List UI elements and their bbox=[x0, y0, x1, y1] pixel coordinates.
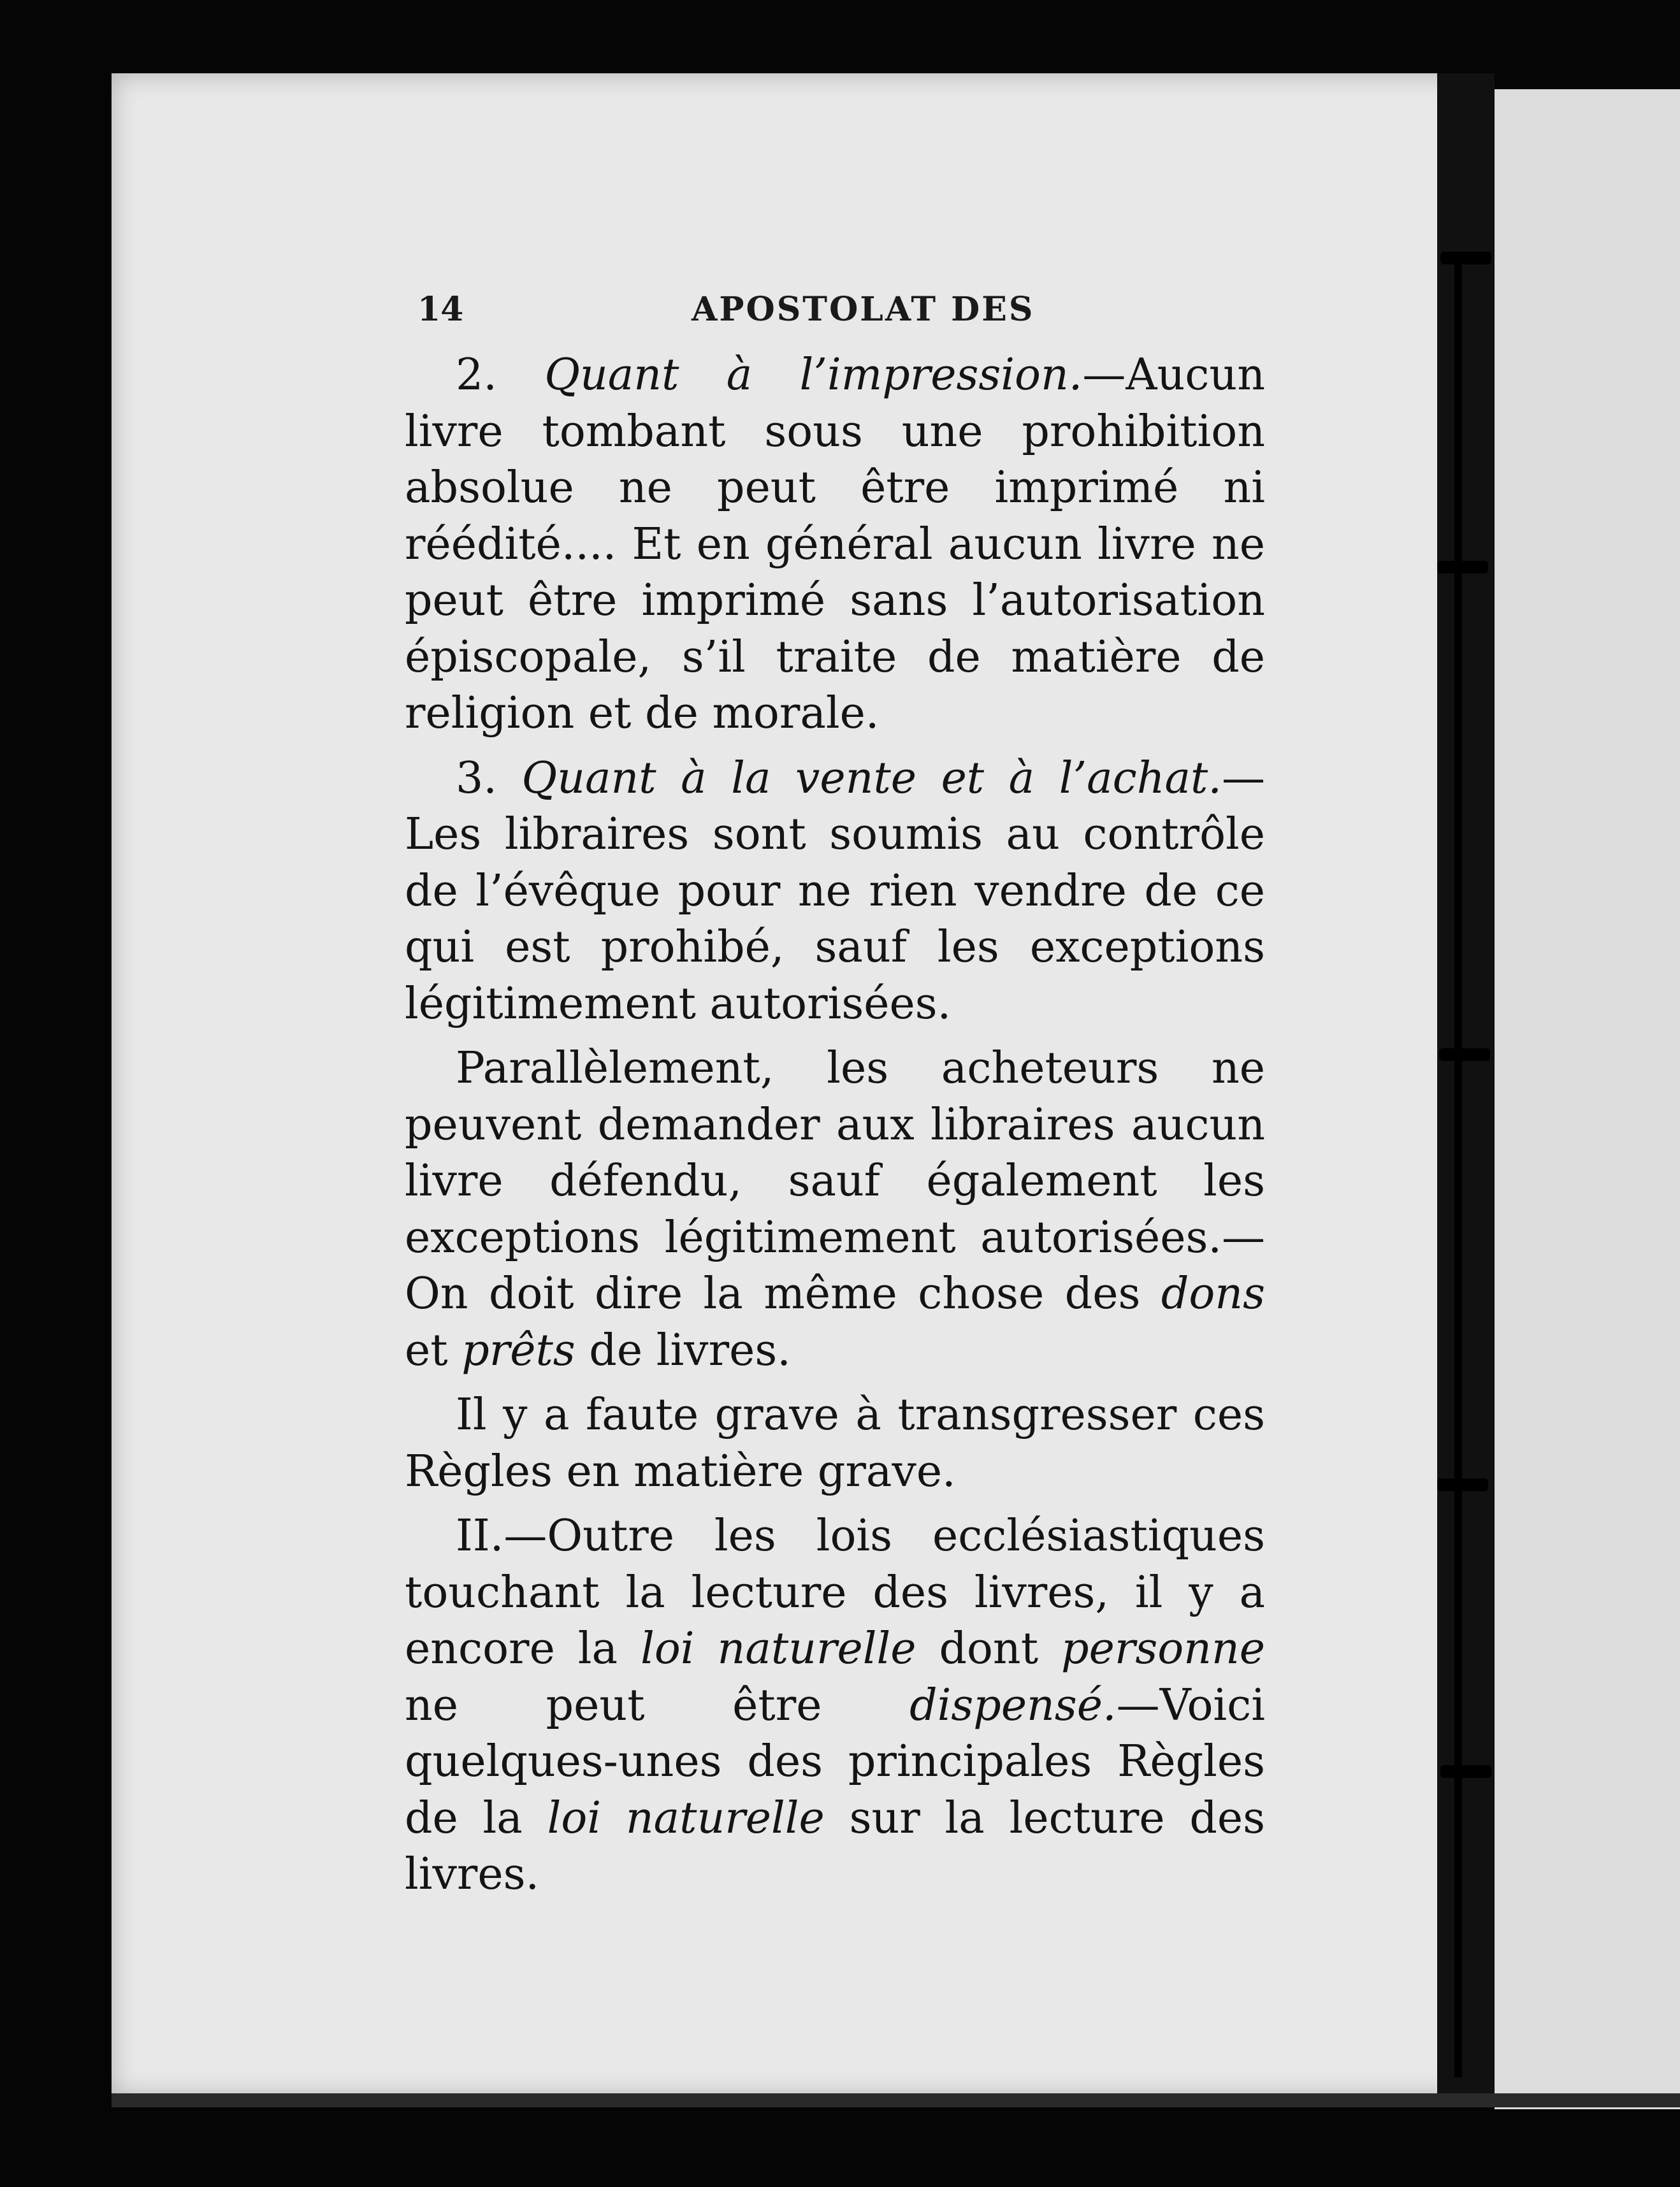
binding-knot bbox=[1440, 252, 1491, 264]
text-run: —Voici quelques-unes des principales Règles de la bbox=[405, 1680, 1265, 1844]
binding-knot bbox=[1439, 1048, 1490, 1061]
text-run: Il y a faute grave à transgresser ces Règles en matière grave. bbox=[405, 1390, 1265, 1497]
italic-run: loi naturelle bbox=[641, 1624, 916, 1674]
page-bottom-edge bbox=[112, 2093, 1680, 2107]
paragraph bbox=[405, 751, 1265, 1033]
paragraph bbox=[405, 1508, 1265, 1903]
italic-run: personne bbox=[1061, 1624, 1265, 1674]
running-title: APOSTOLAT DES bbox=[692, 290, 1035, 329]
text-run: dont bbox=[916, 1624, 1062, 1674]
text-run: —Les libraires sont soumis au contrôle de l’évêque pour ne rien vendre de ce qui est prohibé, sauf les exceptions légitimement autorisées. bbox=[405, 753, 1265, 1029]
text-run: —Aucun livre tombant sous une prohibition absolue ne peut être imprimé ni réédité.... Et en général aucun livre ne peut être imprimé sans l’autorisation épiscopale, s’il traite de matière de religion et de morale. bbox=[405, 350, 1265, 739]
italic-run: dons bbox=[1161, 1269, 1265, 1319]
text-run: de livres. bbox=[575, 1325, 791, 1376]
italic-run: loi naturelle bbox=[547, 1793, 825, 1844]
paragraph bbox=[405, 1387, 1265, 1500]
text-run: Parallèlement, les acheteurs ne peuvent demander aux libraires aucun livre défendu, sauf également les exceptions légitimement autorisées.—On doit dire la même chose des bbox=[405, 1043, 1265, 1319]
text-run: 2. bbox=[456, 350, 545, 400]
page-number: 14 bbox=[417, 290, 464, 329]
binding-knot bbox=[1437, 561, 1488, 574]
italic-run: prêts bbox=[461, 1325, 576, 1376]
text-run: sur la lecture des livres. bbox=[405, 1793, 1266, 1900]
text-run: ne peut être bbox=[405, 1680, 910, 1731]
facing-page-edge bbox=[1495, 89, 1680, 2109]
text-run: 3. bbox=[456, 753, 522, 804]
text-run: II.—Outre les lois ecclésiastiques touchant la lecture des livres, il y a encore la bbox=[405, 1511, 1265, 1674]
italic-run: Quant à la vente et à l’achat. bbox=[521, 753, 1222, 804]
paragraph bbox=[405, 347, 1265, 742]
paragraph bbox=[405, 1041, 1265, 1379]
running-header bbox=[417, 290, 1268, 335]
binding-thread bbox=[1454, 255, 1462, 2077]
book-gutter bbox=[1437, 73, 1495, 2106]
italic-run: Quant à l’impression. bbox=[544, 350, 1083, 400]
binding-knot bbox=[1437, 1478, 1488, 1491]
body-text bbox=[405, 347, 1265, 1903]
binding-knot bbox=[1440, 1765, 1491, 1778]
italic-run: dispensé. bbox=[909, 1680, 1117, 1731]
text-run: et bbox=[405, 1325, 462, 1376]
